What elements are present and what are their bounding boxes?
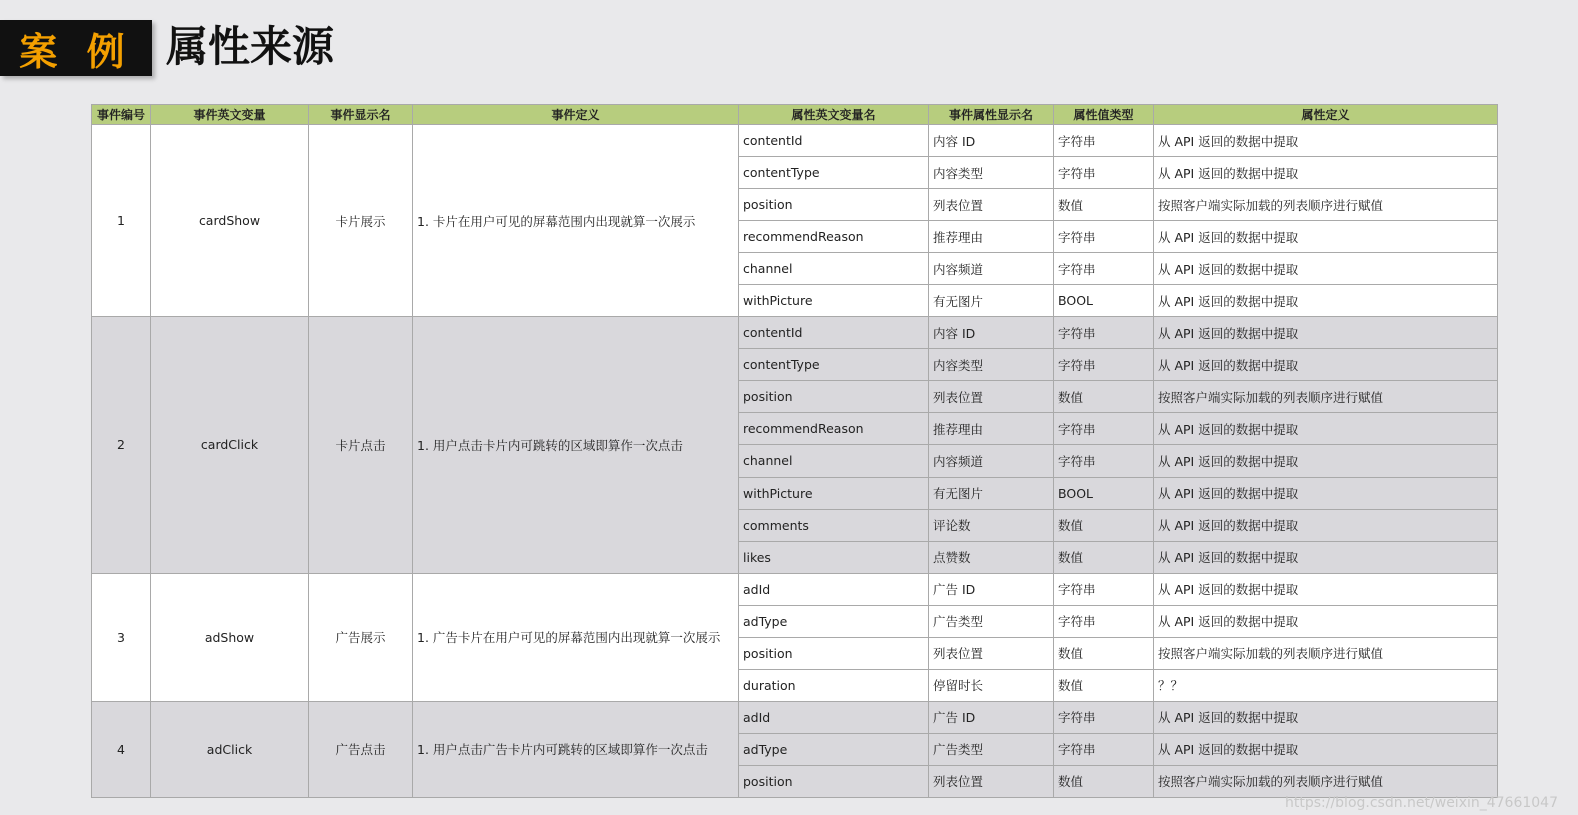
prop-definition-cell: 从 API 返回的数据中提取 xyxy=(1154,285,1498,317)
event-id-cell: 3 xyxy=(92,573,151,701)
prop-display-cell: 点赞数 xyxy=(929,541,1054,573)
prop-definition-cell: 从 API 返回的数据中提取 xyxy=(1154,477,1498,509)
event-definition-cell: 1. 用户点击广告卡片内可跳转的区域即算作一次点击 xyxy=(413,701,739,797)
prop-type-cell: 字符串 xyxy=(1054,125,1154,157)
table-row xyxy=(92,701,1498,733)
prop-display-cell: 内容类型 xyxy=(929,157,1054,189)
prop-type-cell: 字符串 xyxy=(1054,221,1154,253)
table-row xyxy=(92,573,1498,605)
prop-type-cell: 数值 xyxy=(1054,765,1154,797)
prop-type-cell: 字符串 xyxy=(1054,253,1154,285)
prop-definition-cell: 从 API 返回的数据中提取 xyxy=(1154,509,1498,541)
event-var-cell: adClick xyxy=(151,701,309,797)
event-var-cell: cardShow xyxy=(151,125,309,317)
header-event-definition: 事件定义 xyxy=(413,105,739,125)
prop-var-cell: position xyxy=(739,189,929,221)
prop-type-cell: 字符串 xyxy=(1054,413,1154,445)
prop-definition-cell: 按照客户端实际加载的列表顺序进行赋值 xyxy=(1154,637,1498,669)
prop-display-cell: 列表位置 xyxy=(929,381,1054,413)
prop-display-cell: 列表位置 xyxy=(929,189,1054,221)
prop-display-cell: 推荐理由 xyxy=(929,221,1054,253)
prop-var-cell: position xyxy=(739,765,929,797)
prop-var-cell: likes xyxy=(739,541,929,573)
event-id-cell: 1 xyxy=(92,125,151,317)
table-row xyxy=(92,317,1498,349)
prop-definition-cell: 从 API 返回的数据中提取 xyxy=(1154,317,1498,349)
case-tag: 案 例 xyxy=(0,20,152,76)
prop-definition-cell: 按照客户端实际加载的列表顺序进行赋值 xyxy=(1154,381,1498,413)
prop-definition-cell: 从 API 返回的数据中提取 xyxy=(1154,157,1498,189)
prop-definition-cell: 按照客户端实际加载的列表顺序进行赋值 xyxy=(1154,765,1498,797)
prop-display-cell: 内容 ID xyxy=(929,317,1054,349)
prop-definition-cell: 从 API 返回的数据中提取 xyxy=(1154,253,1498,285)
header-prop-type: 属性值类型 xyxy=(1054,105,1154,125)
prop-definition-cell: 从 API 返回的数据中提取 xyxy=(1154,541,1498,573)
prop-var-cell: position xyxy=(739,637,929,669)
prop-display-cell: 广告类型 xyxy=(929,605,1054,637)
prop-var-cell: adId xyxy=(739,701,929,733)
prop-definition-cell: 从 API 返回的数据中提取 xyxy=(1154,605,1498,637)
prop-display-cell: 广告 ID xyxy=(929,573,1054,605)
event-display-cell: 卡片点击 xyxy=(309,317,413,573)
table-header-row xyxy=(92,105,1498,125)
prop-type-cell: 字符串 xyxy=(1054,573,1154,605)
prop-type-cell: 数值 xyxy=(1054,637,1154,669)
prop-display-cell: 内容类型 xyxy=(929,349,1054,381)
prop-definition-cell: 从 API 返回的数据中提取 xyxy=(1154,445,1498,477)
slide-header xyxy=(0,18,600,76)
prop-var-cell: position xyxy=(739,381,929,413)
prop-var-cell: adType xyxy=(739,733,929,765)
prop-type-cell: 数值 xyxy=(1054,381,1154,413)
prop-var-cell: adId xyxy=(739,573,929,605)
prop-type-cell: 数值 xyxy=(1054,669,1154,701)
prop-var-cell: channel xyxy=(739,253,929,285)
event-definition-cell: 1. 卡片在用户可见的屏幕范围内出现就算一次展示 xyxy=(413,125,739,317)
prop-display-cell: 广告类型 xyxy=(929,733,1054,765)
prop-display-cell: 列表位置 xyxy=(929,637,1054,669)
prop-type-cell: 字符串 xyxy=(1054,317,1154,349)
page-title: 属性来源 xyxy=(166,22,335,71)
prop-var-cell: channel xyxy=(739,445,929,477)
prop-var-cell: contentId xyxy=(739,317,929,349)
header-prop-var: 属性英文变量名 xyxy=(739,105,929,125)
prop-display-cell: 评论数 xyxy=(929,509,1054,541)
prop-var-cell: recommendReason xyxy=(739,221,929,253)
event-var-cell: cardClick xyxy=(151,317,309,573)
prop-display-cell: 广告 ID xyxy=(929,701,1054,733)
prop-var-cell: withPicture xyxy=(739,285,929,317)
prop-type-cell: 字符串 xyxy=(1054,157,1154,189)
header-event-display: 事件显示名 xyxy=(309,105,413,125)
event-definition-cell: 1. 用户点击卡片内可跳转的区域即算作一次点击 xyxy=(413,317,739,573)
prop-display-cell: 内容频道 xyxy=(929,445,1054,477)
prop-display-cell: 推荐理由 xyxy=(929,413,1054,445)
prop-var-cell: adType xyxy=(739,605,929,637)
prop-type-cell: 数值 xyxy=(1054,509,1154,541)
prop-definition-cell: 从 API 返回的数据中提取 xyxy=(1154,573,1498,605)
prop-var-cell: duration xyxy=(739,669,929,701)
prop-type-cell: 字符串 xyxy=(1054,349,1154,381)
prop-display-cell: 列表位置 xyxy=(929,765,1054,797)
prop-definition-cell: 从 API 返回的数据中提取 xyxy=(1154,221,1498,253)
event-display-cell: 卡片展示 xyxy=(309,125,413,317)
event-id-cell: 4 xyxy=(92,701,151,797)
prop-var-cell: withPicture xyxy=(739,477,929,509)
prop-var-cell: contentId xyxy=(739,125,929,157)
header-event-id: 事件编号 xyxy=(92,105,151,125)
table-body xyxy=(92,125,1498,798)
prop-type-cell: 字符串 xyxy=(1054,605,1154,637)
prop-display-cell: 有无图片 xyxy=(929,477,1054,509)
event-display-cell: 广告点击 xyxy=(309,701,413,797)
event-property-table xyxy=(91,104,1498,798)
event-display-cell: 广告展示 xyxy=(309,573,413,701)
watermark-url: https://blog.csdn.net/weixin_47661047 xyxy=(1284,795,1558,811)
prop-definition-cell: ？？ xyxy=(1154,669,1498,701)
prop-type-cell: 字符串 xyxy=(1054,701,1154,733)
prop-display-cell: 有无图片 xyxy=(929,285,1054,317)
prop-definition-cell: 从 API 返回的数据中提取 xyxy=(1154,349,1498,381)
header-event-var: 事件英文变量 xyxy=(151,105,309,125)
prop-definition-cell: 按照客户端实际加载的列表顺序进行赋值 xyxy=(1154,189,1498,221)
prop-definition-cell: 从 API 返回的数据中提取 xyxy=(1154,733,1498,765)
header-prop-definition: 属性定义 xyxy=(1154,105,1498,125)
event-var-cell: adShow xyxy=(151,573,309,701)
prop-type-cell: 数值 xyxy=(1054,541,1154,573)
prop-display-cell: 内容频道 xyxy=(929,253,1054,285)
prop-type-cell: BOOL xyxy=(1054,477,1154,509)
prop-var-cell: recommendReason xyxy=(739,413,929,445)
table-row xyxy=(92,125,1498,157)
prop-var-cell: contentType xyxy=(739,349,929,381)
prop-type-cell: BOOL xyxy=(1054,285,1154,317)
prop-definition-cell: 从 API 返回的数据中提取 xyxy=(1154,413,1498,445)
prop-display-cell: 内容 ID xyxy=(929,125,1054,157)
prop-var-cell: contentType xyxy=(739,157,929,189)
event-id-cell: 2 xyxy=(92,317,151,573)
prop-definition-cell: 从 API 返回的数据中提取 xyxy=(1154,701,1498,733)
prop-type-cell: 字符串 xyxy=(1054,733,1154,765)
event-definition-cell: 1. 广告卡片在用户可见的屏幕范围内出现就算一次展示 xyxy=(413,573,739,701)
prop-display-cell: 停留时长 xyxy=(929,669,1054,701)
header-prop-display: 事件属性显示名 xyxy=(929,105,1054,125)
prop-type-cell: 字符串 xyxy=(1054,445,1154,477)
prop-type-cell: 数值 xyxy=(1054,189,1154,221)
prop-definition-cell: 从 API 返回的数据中提取 xyxy=(1154,125,1498,157)
prop-var-cell: comments xyxy=(739,509,929,541)
